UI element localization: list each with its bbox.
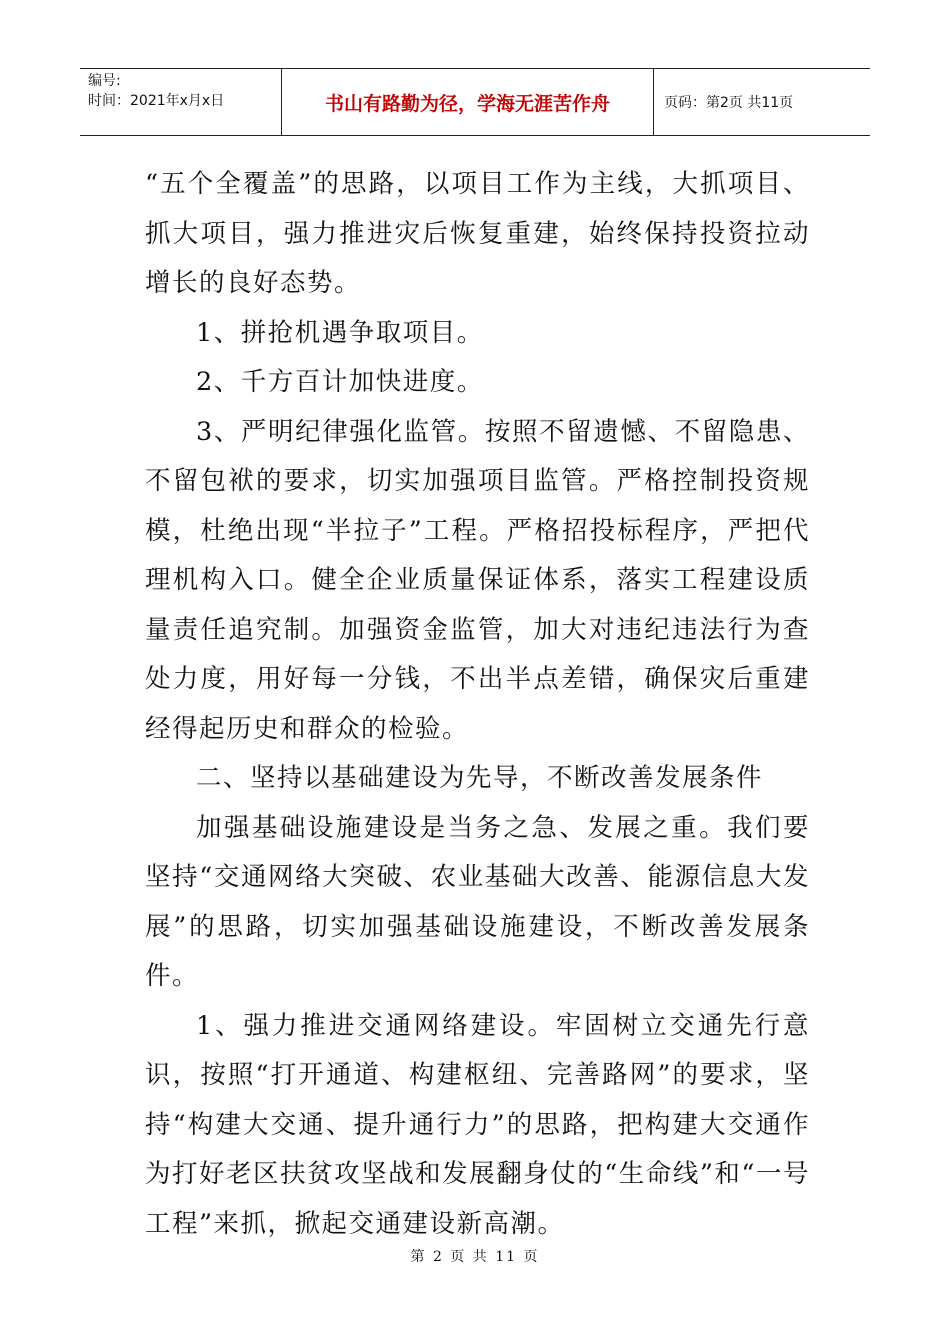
paragraph: 2、千方百计加快进度。 (196, 367, 484, 397)
paragraph: 1、强力推进交通网络建设。牢固树立交通先行意识，按照“打开通道、构建枢纽、完善路网”的要求，坚持“构建大交通、提升通行力”的思路，把构建大交通作为打好老区扶贫攻坚战和发展翻身仗的“生命线”和“一号工程”来抓，掀起交通建设新高潮。 (145, 1010, 810, 1239)
paragraph: 3、严明纪律强化监管。按照不留遗憾、不留隐患、不留包袱的要求，切实加强项目监管。严格控制投资规模，杜绝出现“半拉子”工程。严格招投标程序，严把代理机构入口。健全企业质量保证体系，落实工程建设质量责任追究制。加强资金监管，加大对违纪违法行为查处力度，用好每一分钱，不出半点差错，确保灾后重建经得起历史和群众的检验。 (145, 416, 810, 744)
header-meta (80, 69, 282, 135)
document-number-label: 编号: (88, 73, 121, 89)
header-motto: 书山有路勤为径，学海无涯苦作舟 (282, 69, 654, 135)
document-body (145, 160, 810, 1249)
paragraph: 1、拼抢机遇争取项目。 (196, 317, 484, 348)
page-footer: 第 2 页 共 11 页 (410, 1249, 540, 1265)
document-time-label: 时间：2021年x月x日 (88, 93, 225, 109)
section-heading: 二、坚持以基础建设为先导，不断改善发展条件 (196, 763, 764, 793)
paragraph: “五个全覆盖”的思路，以项目工作为主线，大抓项目、抓大项目，强力推进灾后恢复重建，始终保持投资拉动增长的良好态势。 (145, 169, 810, 298)
header-page-info: 页码：第2页 共11页 (664, 95, 794, 111)
page-header (80, 68, 870, 136)
paragraph: 加强基础设施建设是当务之急、发展之重。我们要坚持“交通网络大突破、农业基础大改善、能源信息大发展”的思路，切实加强基础设施建设，不断改善发展条件。 (145, 812, 810, 991)
